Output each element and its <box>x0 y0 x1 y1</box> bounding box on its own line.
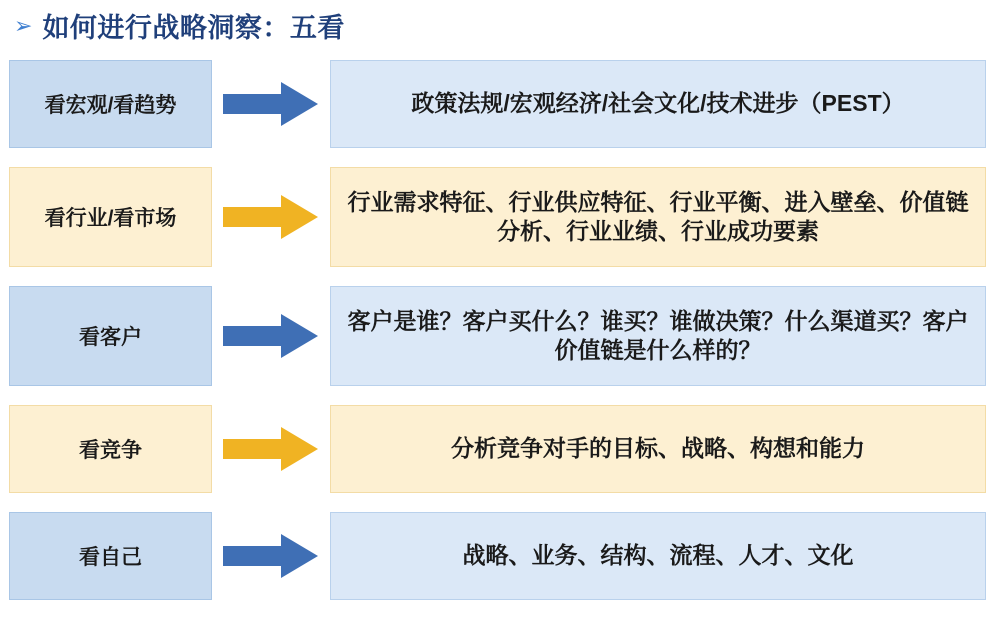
list-item <box>0 167 1000 267</box>
slide-title-row <box>14 6 345 45</box>
arrow-zone <box>212 512 330 600</box>
arrow-zone <box>212 286 330 386</box>
list-item <box>0 60 1000 148</box>
page-title: 如何进行战略洞察：五看 <box>42 13 345 43</box>
row-label-box <box>9 405 212 493</box>
arrow-zone <box>212 405 330 493</box>
row-content-box <box>330 512 986 600</box>
row-content-text: 客户是谁？客户买什么？谁买？谁做决策？什么渠道买？客户价值链是什么样的？ <box>347 307 969 363</box>
row-label-text: 看客户 <box>79 326 142 349</box>
list-item <box>0 405 1000 493</box>
right-arrow-icon <box>223 533 319 579</box>
bullet-arrow-icon: ➢ <box>14 13 33 39</box>
row-label-text: 看行业/看市场 <box>44 207 177 230</box>
row-content-text: 分析竞争对手的目标、战略、构想和能力 <box>451 435 865 462</box>
row-label-box <box>9 286 212 386</box>
list-item <box>0 286 1000 386</box>
right-arrow-icon <box>223 313 319 359</box>
row-content-text: 战略、业务、结构、流程、人才、文化 <box>462 542 854 569</box>
row-content-text: 行业需求特征、行业供应特征、行业平衡、进入壁垒、价值链分析、行业业绩、行业成功要素 <box>347 188 969 244</box>
row-content-text: 政策法规/宏观经济/社会文化/技术进步（PEST） <box>411 90 905 117</box>
right-arrow-icon <box>223 426 319 472</box>
row-content-box <box>330 167 986 267</box>
row-content-box <box>330 286 986 386</box>
arrow-zone <box>212 167 330 267</box>
five-views-list <box>0 60 1000 619</box>
right-arrow-icon <box>223 81 319 127</box>
row-label-box <box>9 167 212 267</box>
list-item <box>0 512 1000 600</box>
row-content-box <box>330 405 986 493</box>
right-arrow-icon <box>223 194 319 240</box>
row-label-text: 看自己 <box>79 546 142 569</box>
row-label-box <box>9 60 212 148</box>
arrow-zone <box>212 60 330 148</box>
row-label-text: 看宏观/看趋势 <box>44 94 177 117</box>
row-label-text: 看竞争 <box>79 439 142 462</box>
row-content-box <box>330 60 986 148</box>
row-label-box <box>9 512 212 600</box>
